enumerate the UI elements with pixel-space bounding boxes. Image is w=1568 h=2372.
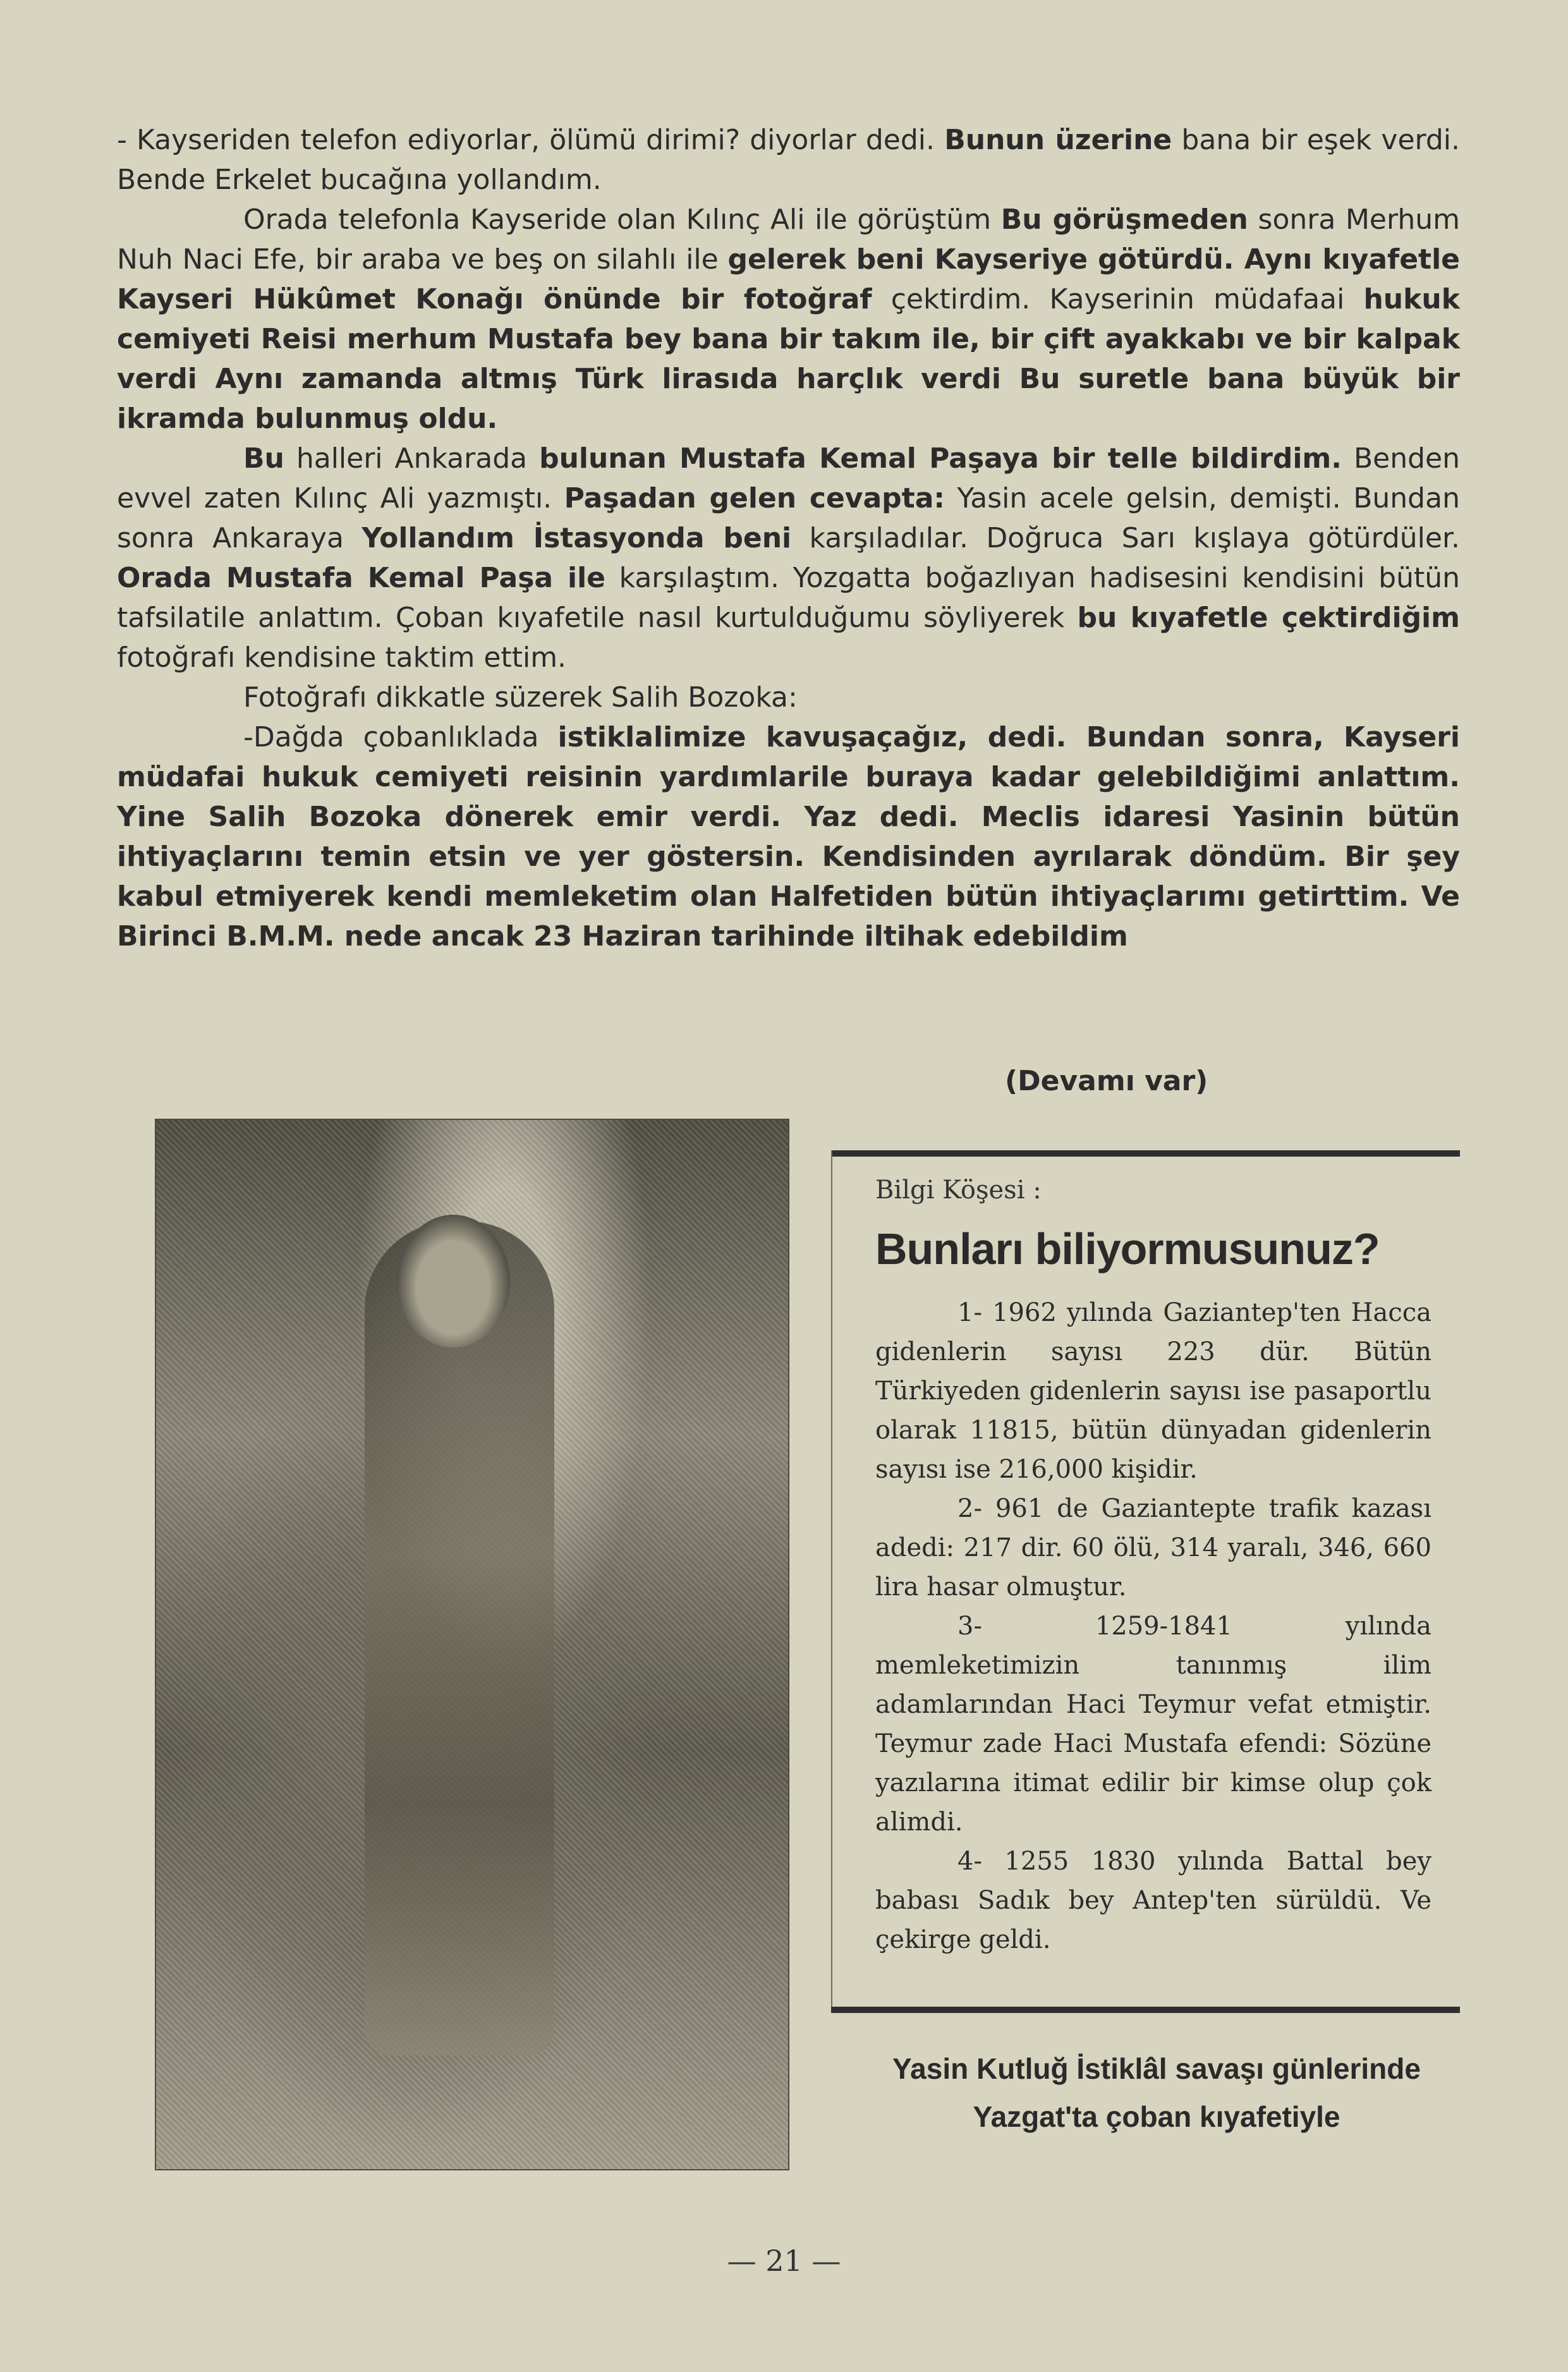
infobox-heading: Bunları biliyormusunuz?: [875, 1224, 1380, 1274]
article-paragraph-5: [117, 717, 1460, 956]
paragraph-bold-text: Bunun üzerine: [944, 124, 1172, 156]
paragraph-text: Fotoğrafı dikkatle süzerek Salih Bozoka:: [243, 681, 798, 714]
paragraph-text: Orada telefonla Kayseride olan Kılınç Ali ile görüştüm: [243, 204, 992, 236]
infobox-label: Bilgi Köşesi :: [875, 1176, 1042, 1205]
infobox-item: 2- 961 de Gaziantepte trafik kazası adedi: 217 dir. 60 ölü, 314 yaralı, 346, 660 lira hasar olmuştur.: [875, 1494, 1431, 1602]
paragraph-text: karşıladılar. Doğruca Sarı kışlaya götürdüler.: [809, 522, 1460, 554]
paragraph-bold-text: Orada Mustafa Kemal Paşa ile: [117, 562, 606, 594]
paragraph-bold-text: Yollandım İstasyonda beni: [362, 522, 792, 554]
paragraph-bold-text: Bu görüşmeden: [1000, 204, 1248, 236]
paragraph-bold-text: bu kıyafetle çektirdiğim: [1077, 602, 1460, 634]
portrait-photo: [155, 1119, 789, 2170]
caption-line-1: Yasin Kutluğ İstiklâl savaşı günlerinde: [892, 2052, 1421, 2085]
paragraph-text: bana bir eşek verdi. Bende Erkelet bucağına yollandım.: [117, 124, 1460, 196]
paragraph-bold-text: istiklalimize kavuşaçağız, dedi. Bundan sonra, Kayseri müdafai hukuk cemiyeti reisinin yardımlarile buraya kadar gelebildiğimi anlattım. Yine Salih Bozoka dönerek emir verdi. Yaz dedi. Meclis idaresi Yasinin bütün ihtiyaçlarını temin etsin ve yer göstersin. Kendisinden ayrılarak döndüm. Bir şey kabul etmiyerek kendi memleketim olan Halfetiden bütün ihtiyaçlarımı getirttim. Ve Birinci B.M.M. nede ancak 23 Haziran tarihinde iltihak edebildim: [117, 721, 1460, 952]
article-paragraph-3: [117, 439, 1460, 678]
infobox-top-rule: [831, 1150, 1460, 1157]
photo-caption: [853, 2045, 1460, 2141]
article-paragraph-2: [117, 200, 1460, 439]
infobox-item: 1- 1962 yılında Gaziantep'ten Hacca gidenlerin sayısı 223 dür. Bütün Türkiyeden gidenlerin sayısı ise pasaportlu olarak 11815, bütün dünyadan gidenlerin sayısı ise 216,000 kişidir.: [875, 1298, 1431, 1484]
info-box: [875, 1176, 1431, 1959]
paragraph-bold-text: gelerek beni Kayseriye götürdü. Aynı kıyafetle Kayseri Hükûmet Konağı önünde bir fotoğraf: [117, 243, 1460, 315]
paragraph-text: Benden evvel zaten Kılınç Ali yazmıştı.: [117, 442, 1460, 514]
caption-line-2: Yazgat'ta çoban kıyafetiyle: [973, 2100, 1340, 2133]
paragraph-bold-text: Bu: [243, 442, 284, 475]
infobox-bottom-rule: [831, 2007, 1460, 2013]
paragraph-text: Yasin acele gelsin, demişti. Bundan sonra Ankaraya: [117, 482, 1460, 554]
page-number: — 21 —: [727, 2244, 841, 2278]
paragraph-text: fotoğrafı kendisine taktim ettim.: [117, 642, 567, 674]
photo-head: [396, 1215, 510, 1347]
paragraph-text: - Kayseriden telefon ediyorlar, ölümü dirimi? diyorlar dedi.: [117, 124, 935, 156]
continued-note: (Devamı var): [1005, 1065, 1208, 1097]
article-paragraph-4: [117, 678, 1460, 717]
paragraph-text: halleri Ankarada: [296, 442, 528, 475]
infobox-item: 4- 1255 1830 yılında Battal bey babası Sadık bey Antep'ten sürüldü. Ve çekirge geldi.: [875, 1847, 1431, 1954]
paragraph-text: sonra Merhum Nuh Naci Efe, bir araba ve beş on silahlı ile: [117, 204, 1460, 276]
article-paragraph-1: [117, 120, 1460, 200]
paragraph-bold-text: Paşadan gelen cevapta:: [564, 482, 945, 514]
infobox-left-rule: [831, 1150, 832, 2013]
article-body: [117, 120, 1460, 956]
paragraph-bold-text: bulunan Mustafa Kemal Paşaya bir telle bildirdim.: [539, 442, 1342, 475]
paragraph-bold-text: hukuk cemiyeti Reisi merhum Mustafa bey bana bir takım ile, bir çift ayakkabı ve bir kalpak verdi Aynı zamanda altmış Türk lirasıda harçlık verdi Bu suretle bana büyük bir ikramda bulunmuş oldu.: [117, 283, 1460, 435]
paragraph-text: karşılaştım. Yozgatta boğazlıyan hadisesini kendisini bütün tafsilatile anlattım. Çoban kıyafetile nasıl kurtulduğumu söyliyerek: [117, 562, 1460, 634]
paragraph-text: çektirdim. Kayserinin müdafaai: [890, 283, 1345, 315]
paragraph-text: -Dağda çobanlıklada: [243, 721, 539, 753]
infobox-item: 3- 1259-1841 yılında memleketimizin tanınmış ilim adamlarından Haci Teymur vefat etmiştir. Teymur zade Haci Mustafa efendi: Sözüne yazılarına itimat edilir bir kimse olup çok alimdi.: [875, 1612, 1431, 1837]
